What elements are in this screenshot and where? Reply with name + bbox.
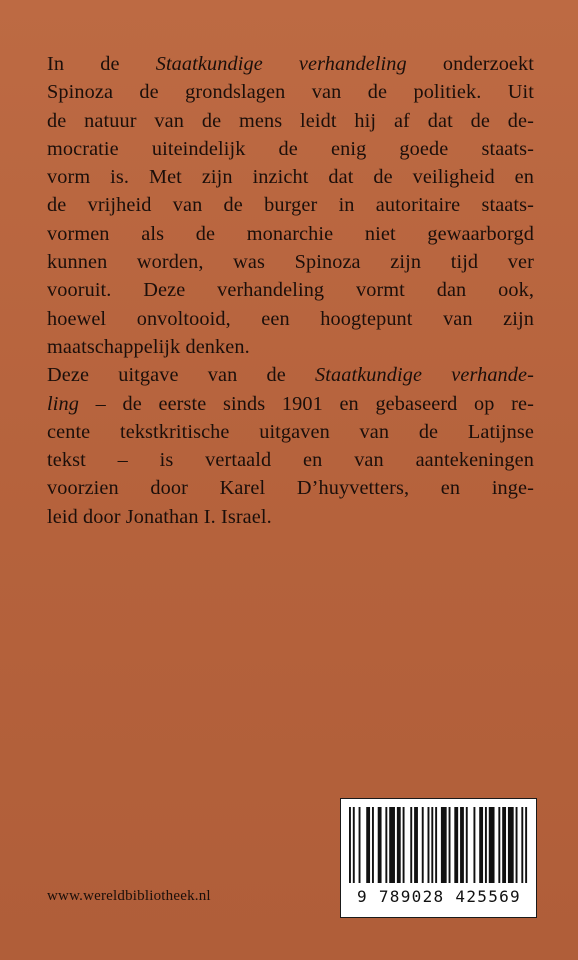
barcode-bar bbox=[353, 807, 355, 883]
isbn-number: 9 789028 425569 bbox=[357, 887, 521, 906]
blurb-line: vorm is. Met zijn inzicht dat de veiligheid en bbox=[47, 166, 534, 189]
blurb-line: In de Staatkundige verhandeling onderzoekt bbox=[47, 53, 535, 75]
barcode-bar bbox=[454, 807, 458, 883]
barcode-bar bbox=[502, 807, 506, 883]
blurb-line: de vrijheid van de burger in autoritaire staats- bbox=[47, 194, 534, 217]
barcode-bar bbox=[441, 807, 447, 883]
book-title-italic: Staatkundige verhande- bbox=[315, 364, 534, 387]
blurb-text bbox=[47, 50, 534, 531]
blurb-line: Spinoza de grondslagen van de politiek. Uit bbox=[47, 81, 534, 104]
blurb-line: tekst – is vertaald en van aantekeningen bbox=[47, 449, 534, 472]
blurb-line: mocratie uiteindelijk de enig goede staats- bbox=[47, 137, 534, 160]
blurb-line: cente tekstkritische uitgaven van de Latijnse bbox=[47, 420, 534, 443]
blurb-line: de natuur van de mens leidt hij af dat de de- bbox=[47, 109, 534, 132]
barcode-bar bbox=[403, 807, 405, 883]
blurb-line: kunnen worden, was Spinoza zijn tijd ver bbox=[47, 251, 534, 274]
barcode-bar bbox=[508, 807, 514, 883]
barcode-bar bbox=[378, 807, 382, 883]
publisher-website: www.wereldbibliotheek.nl bbox=[47, 888, 211, 904]
isbn-barcode bbox=[340, 798, 537, 918]
blurb-line: hoewel onvoltooid, een hoogtepunt van zijn bbox=[47, 307, 534, 330]
blurb-line: vooruit. Deze verhandeling vormt dan ook, bbox=[47, 279, 534, 302]
barcode-bar bbox=[410, 807, 412, 883]
barcode-bars-graphic bbox=[349, 807, 529, 883]
barcode-bar bbox=[349, 807, 351, 883]
barcode-bar bbox=[466, 807, 468, 883]
barcode-bar bbox=[460, 807, 464, 883]
blurb-line: Deze uitgave van de Staatkundige verhande- bbox=[47, 364, 534, 387]
book-title-italic: ling bbox=[47, 392, 79, 415]
barcode-bar bbox=[473, 807, 475, 883]
blurb-line: vormen als de monarchie niet gewaarborgd bbox=[47, 222, 534, 245]
barcode-bar bbox=[435, 807, 437, 883]
barcode-bar bbox=[428, 807, 430, 883]
blurb-line: ling – de eerste sinds 1901 en gebaseerd op re- bbox=[47, 392, 534, 415]
barcode-bar bbox=[525, 807, 527, 883]
barcode-bar bbox=[385, 807, 387, 883]
barcode-bar bbox=[422, 807, 424, 883]
barcode-bar bbox=[485, 807, 487, 883]
barcode-bar bbox=[479, 807, 483, 883]
barcode-bar bbox=[397, 807, 401, 883]
barcode-bar bbox=[489, 807, 495, 883]
barcode-bar bbox=[449, 807, 451, 883]
blurb-line: maatschappelijk denken. bbox=[47, 335, 250, 358]
blurb-line: voorzien door Karel D’huyvetters, en inge- bbox=[47, 477, 534, 500]
barcode-bar bbox=[521, 807, 523, 883]
barcode-bar bbox=[498, 807, 500, 883]
barcode-bar bbox=[359, 807, 361, 883]
barcode-bar bbox=[372, 807, 374, 883]
barcode-bar bbox=[389, 807, 395, 883]
barcode-bar bbox=[431, 807, 433, 883]
blurb-line: leid door Jonathan I. Israel. bbox=[47, 505, 272, 528]
barcode-bar bbox=[366, 807, 370, 883]
barcode-bar bbox=[414, 807, 418, 883]
barcode-bar bbox=[516, 807, 518, 883]
book-title-italic: Staatkundige verhandeling bbox=[155, 53, 407, 75]
